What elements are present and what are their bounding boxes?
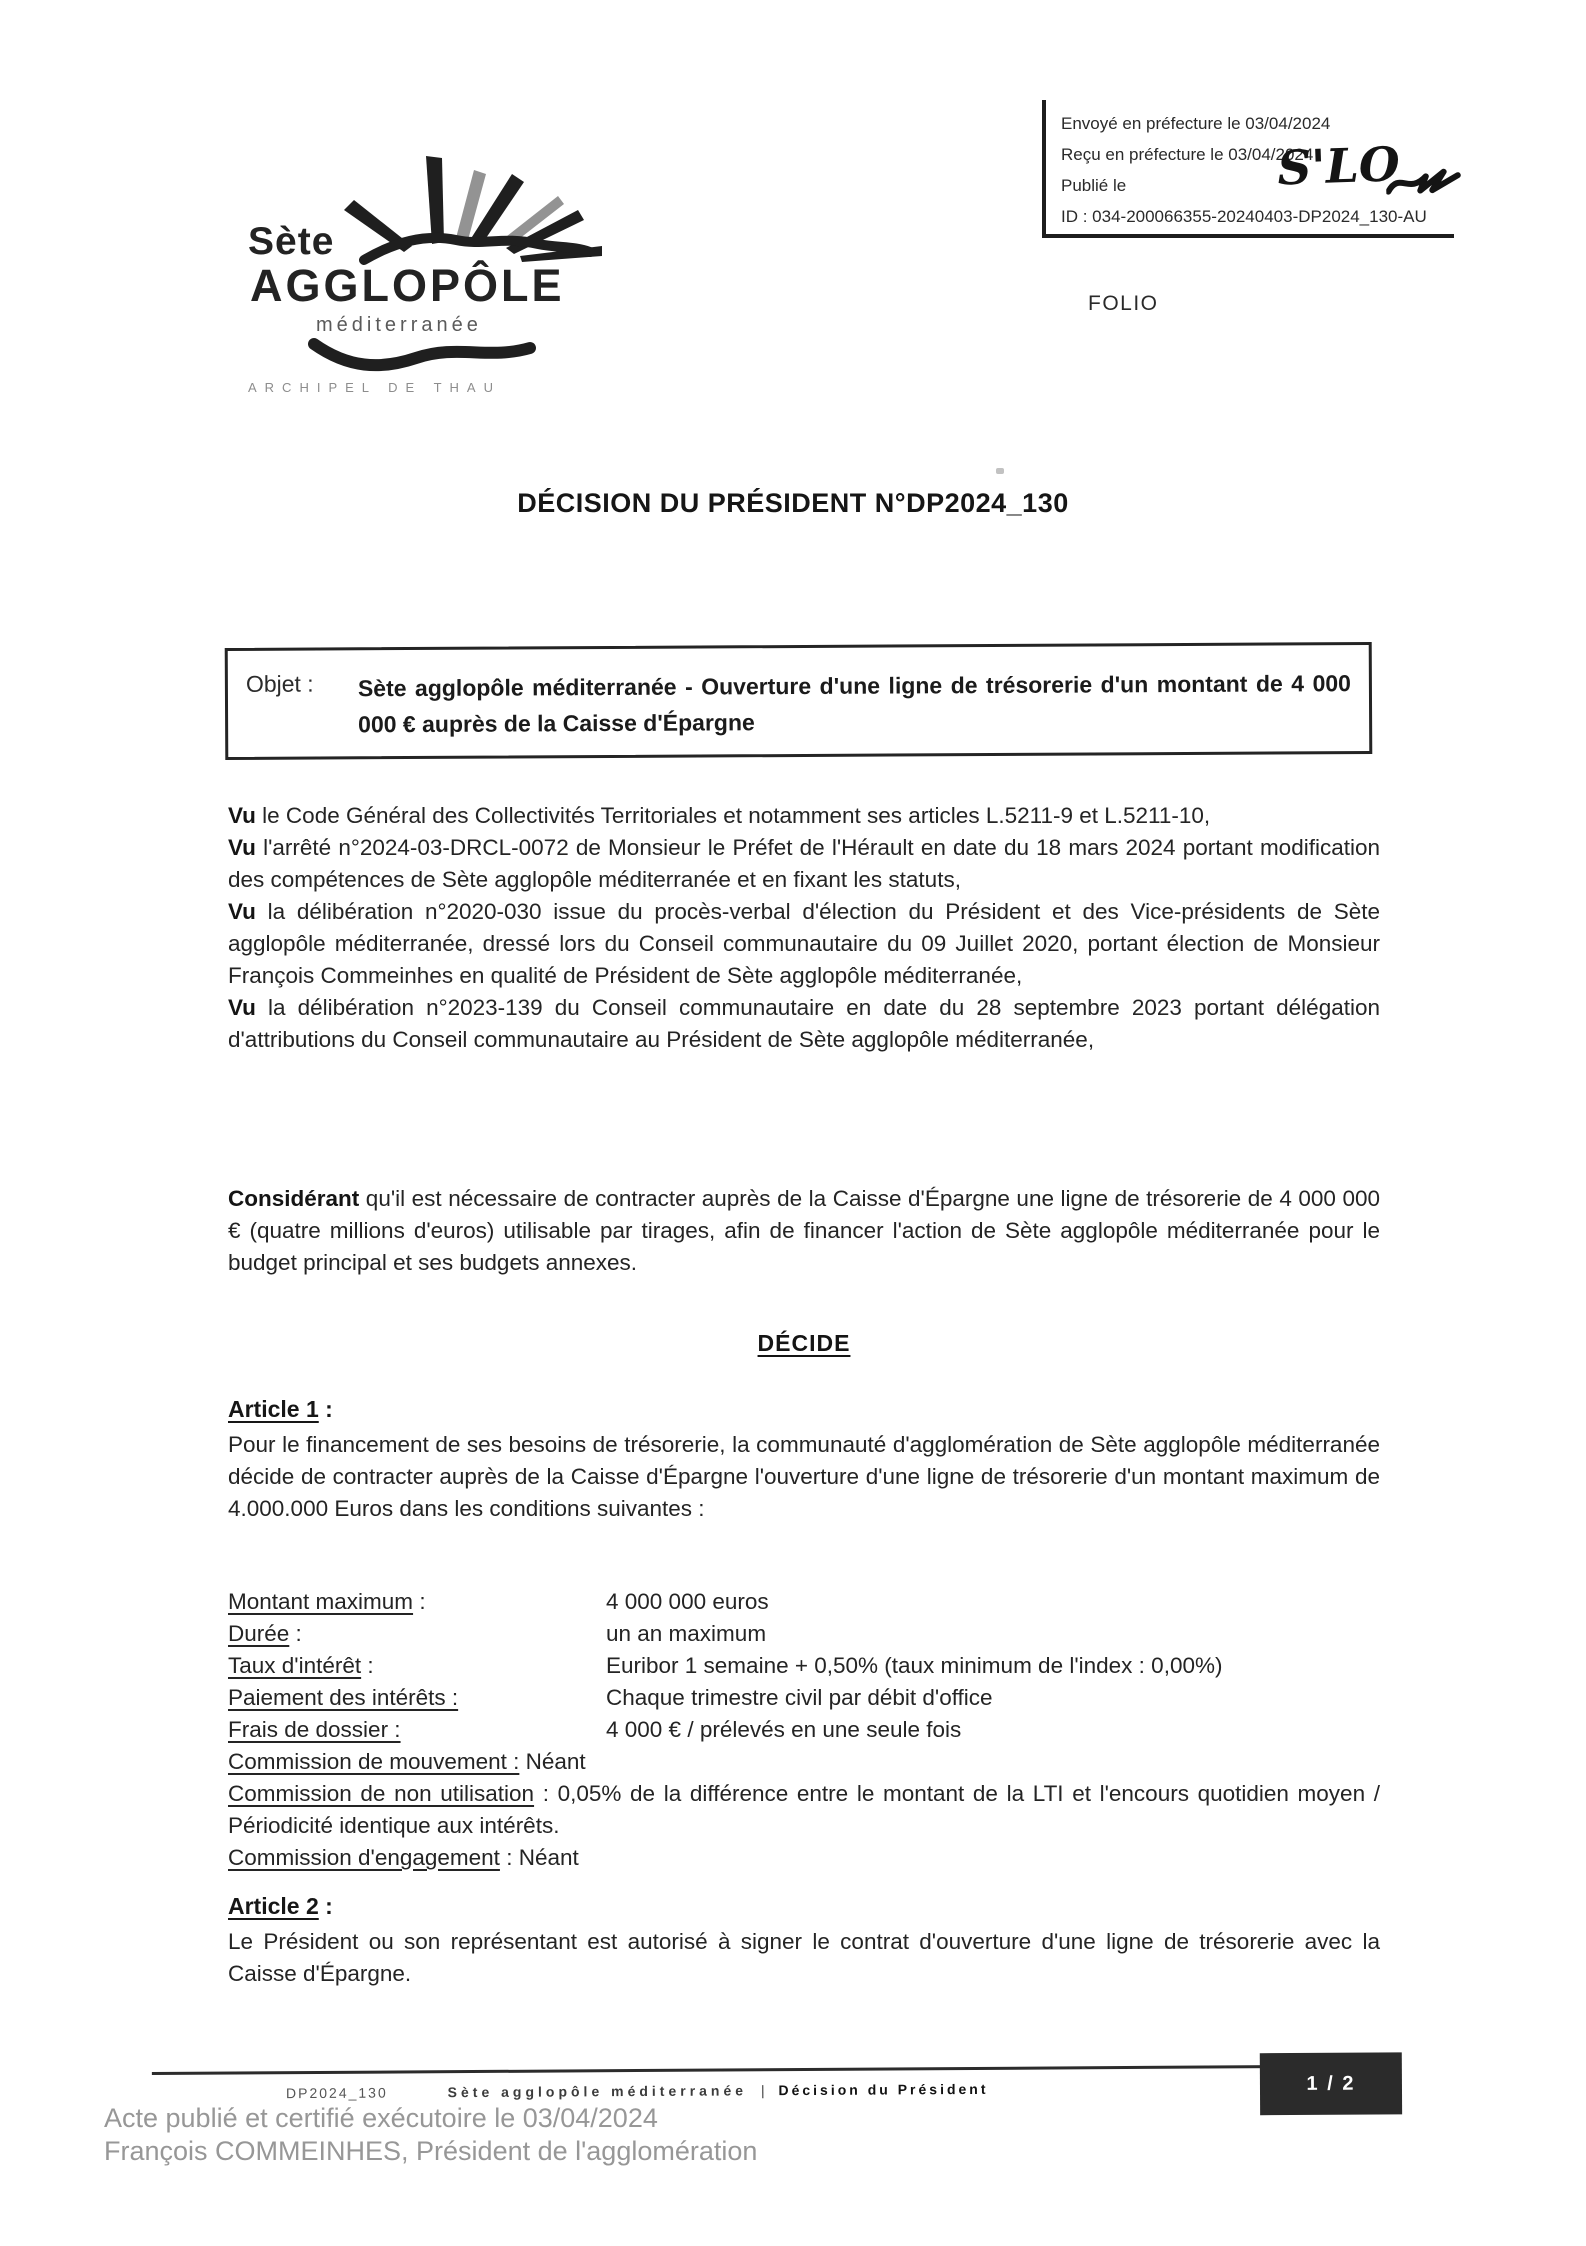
footer-doc-ref: DP2024_130 [285, 2084, 388, 2102]
recital-vu-3: Vu la délibération n°2020-030 issue du procès-verbal d'élection du Président et des Vice-présidents de Sète agglopôle méditerranée, dressé lors du Conseil communautaire du 09 Juillet 2020, portant élection de Monsieur François Commeinhes en qualité de Président de Sète agglopôle méditerranée, [228, 899, 1380, 988]
page-title: DÉCISION DU PRÉSIDENT N°DP2024_130 [517, 488, 1069, 518]
term-row: Commission de mouvement : Néant [228, 1749, 586, 1774]
term-row: Frais de dossier : 4 000 € / prélevés en une seule fois [228, 1717, 962, 1742]
publication-note [104, 2102, 757, 2168]
signature-text: S'LO [1276, 137, 1401, 197]
objet-text: Sète agglopôle méditerranée - Ouverture d'une ligne de trésorerie d'un montant de 4 000 000 € auprès de la Caisse d'Épargne [357, 670, 1351, 738]
article1-heading: Article 1 : [228, 1396, 333, 1422]
logo-tagline-text: ARCHIPEL DE THAU [248, 380, 501, 395]
footer-doc-type: Décision du Président [778, 2080, 989, 2099]
recital-vu-4: Vu la délibération n°2023-139 du Conseil communautaire en date du 28 septembre 2023 portant délégation d'attributions du Conseil communautaire au Président de Sète agglopôle méditerranée, [228, 995, 1380, 1052]
term-row: Commission d'engagement : Néant [228, 1845, 579, 1870]
stamp-id-line: ID : 034-200066355-20240403-DP2024_130-AU [1061, 207, 1427, 226]
article1-body: Pour le financement de ses besoins de trésorerie, la communauté d'agglomération de Sète agglopôle méditerranée décide de contracter auprès de la Caisse d'Épargne l'ouverture d'une ligne de trésorerie d'un montant maximum de 4.000.000 Euros dans les conditions suivantes : [228, 1432, 1380, 1521]
publication-line-1: Acte publié et certifié exécutoire le 03/04/2024 [104, 2103, 658, 2133]
terms-list [228, 1586, 1380, 1874]
wave-icon [308, 334, 538, 374]
scan-speck [996, 468, 1004, 474]
term-row: Paiement des intérêts : Chaque trimestre civil par débit d'office [228, 1685, 993, 1710]
considering-paragraph: Considérant qu'il est nécessaire de contracter auprès de la Caisse d'Épargne une ligne de trésorerie de 4 000 000 € (quatre millions d'euros) utilisable par tirages, afin de financer l'action de Sète agglopôle méditerranée pour le budget principal et ses budgets annexes. [228, 1186, 1380, 1275]
considering-block [228, 1183, 1380, 1279]
recitals-block [228, 800, 1380, 1056]
footer-rule [152, 2065, 1270, 2075]
logo-city-text: Sète [248, 220, 335, 263]
handwritten-signature [1276, 135, 1479, 232]
objet-box [225, 642, 1373, 760]
stamp-published-line: Publié le [1061, 176, 1127, 195]
term-row: Taux d'intérêt : Euribor 1 semaine + 0,50% (taux minimum de l'index : 0,00%) [228, 1653, 1223, 1678]
sete-agglopole-logo [248, 148, 568, 408]
logo-brand-text: AGGLOPÔLE [250, 260, 565, 311]
footer-reference-line [286, 2081, 989, 2101]
footer-separator: | [760, 2082, 765, 2099]
article2-heading: Article 2 : [228, 1893, 333, 1919]
term-row: Durée : un an maximum [228, 1621, 767, 1646]
logo-subtitle-text: méditerranée [316, 314, 482, 336]
signature-flourish-icon [1385, 163, 1466, 206]
recital-vu-1: Vu le Code Général des Collectivités Territoriales et notamment ses articles L.5211-9 et L.5211-10, [228, 803, 1211, 828]
page-number-badge: 1 / 2 [1260, 2052, 1402, 2115]
stamp-received-line: Reçu en préfecture le 03/04/2024 [1061, 145, 1314, 164]
term-row: Montant maximum : 4 000 000 euros [228, 1589, 769, 1614]
stamp-sent-line: Envoyé en préfecture le 03/04/2024 [1061, 114, 1331, 133]
sunburst-waves-icon [306, 148, 606, 268]
publication-line-2: François COMMEINHES, Président de l'agglomération [104, 2136, 758, 2166]
folio-label: FOLIO [1088, 292, 1159, 315]
objet-label: Objet : [245, 670, 314, 697]
article2-body: Le Président ou son représentant est autorisé à signer le contrat d'ouverture d'une ligne de trésorerie avec la Caisse d'Épargne. [228, 1929, 1380, 1986]
recital-vu-2: Vu l'arrêté n°2024-03-DRCL-0072 de Monsieur le Préfet de l'Hérault en date du 18 mars 2024 portant modification des compétences de Sète agglopôle méditerranée et en fixant les statuts, [228, 835, 1380, 892]
decide-heading: DÉCIDE [757, 1330, 851, 1356]
footer-doc-name: Sète agglopôle méditerranée [447, 2082, 748, 2101]
term-row: Commission de non utilisation : 0,05% de la différence entre le montant de la LTI et l'encours quotidien moyen / Périodicité identique aux intérêts. [228, 1781, 1380, 1838]
